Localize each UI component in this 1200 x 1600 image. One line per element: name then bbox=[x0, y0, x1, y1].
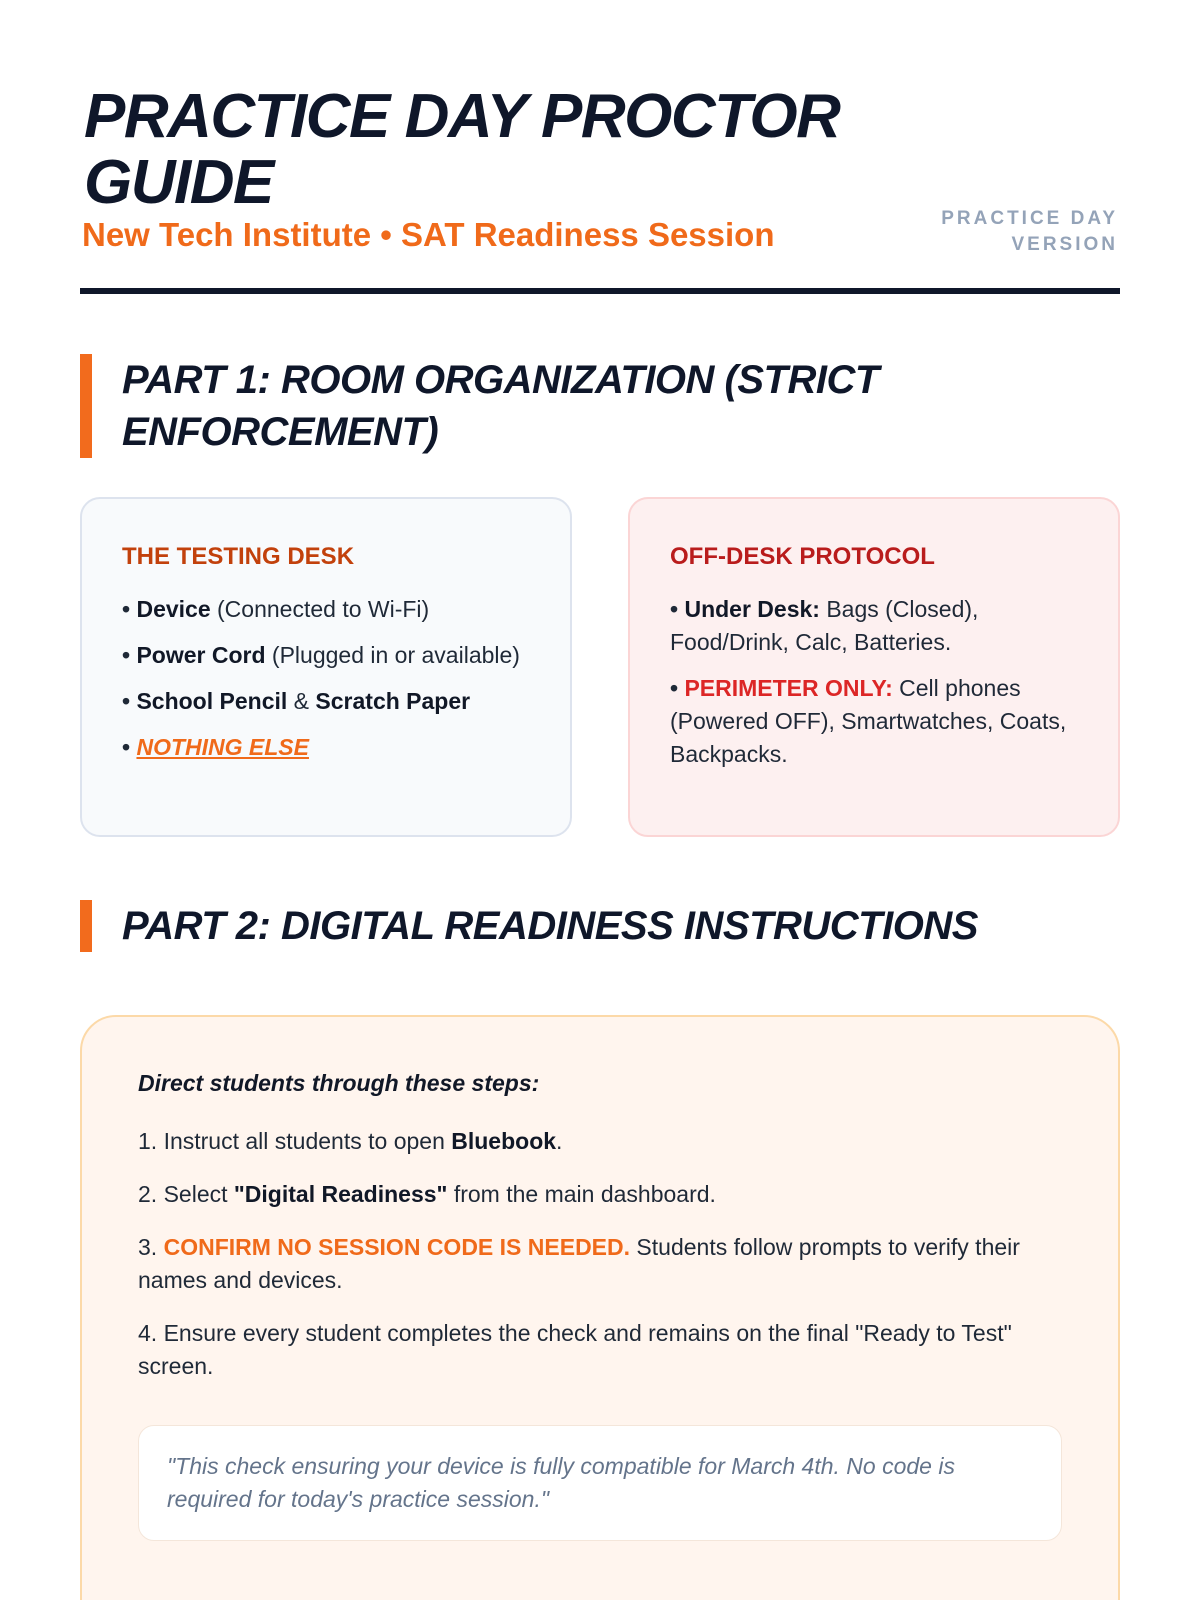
item-text: Bags (Closed), Food/Drink, Calc, Batteries. bbox=[670, 596, 979, 655]
list-item: • Under Desk: Bags (Closed), Food/Drink, Calc, Batteries. bbox=[670, 596, 979, 655]
item-bold: Power Cord bbox=[136, 642, 266, 668]
list-item: • Device (Connected to Wi-Fi) bbox=[122, 596, 430, 622]
item-bold: Device bbox=[136, 596, 211, 622]
item-text: (Plugged in or available) bbox=[265, 642, 520, 668]
part1-heading: PART 1: ROOM ORGANIZATION (STRICT ENFORCEMENT) bbox=[122, 358, 879, 454]
step-text: Select bbox=[157, 1181, 234, 1207]
step-bold: "Digital Readiness" bbox=[233, 1181, 448, 1207]
step-text: from the main dashboard. bbox=[447, 1181, 716, 1207]
steps-intro: Direct students through these steps: bbox=[138, 1070, 540, 1096]
item-bold: Scratch Paper bbox=[315, 688, 471, 714]
item-text: (Connected to Wi-Fi) bbox=[210, 596, 430, 622]
step-number: 3. bbox=[138, 1234, 158, 1260]
step-item bbox=[138, 1125, 1062, 1158]
off-desk-title: OFF-DESK PROTOCOL bbox=[670, 543, 935, 570]
list-item: • Power Cord (Plugged in or available) bbox=[122, 642, 520, 668]
document-header bbox=[80, 80, 1120, 294]
testing-desk-card bbox=[80, 497, 572, 837]
readiness-steps-box bbox=[80, 1015, 1120, 1600]
part1-section-header bbox=[80, 354, 1120, 458]
list-item: • PERIMETER ONLY: Cell phones (Powered OFF), Smartwatches, Coats, Backpacks. bbox=[670, 675, 1067, 767]
step-number: 2. bbox=[138, 1181, 158, 1207]
step-item bbox=[138, 1317, 1062, 1383]
confirm-no-code-warning: CONFIRM NO SESSION CODE IS NEEDED. bbox=[163, 1234, 631, 1260]
step-text: Ensure every student completes the check and remains on the final "Ready to Test" screen. bbox=[138, 1320, 1012, 1379]
item-bold: Under Desk: bbox=[684, 596, 820, 622]
script-quote: "This check ensuring your device is fully compatible for March 4th. No code is required for today's practice session." bbox=[138, 1425, 1062, 1541]
item-text: Cell phones (Powered OFF), Smartwatches, Coats, Backpacks. bbox=[670, 675, 1067, 767]
step-number: 1. bbox=[138, 1128, 158, 1154]
step-text: Instruct all students to open bbox=[157, 1128, 452, 1154]
version-tag: PRACTICE DAY VERSION bbox=[941, 208, 1118, 255]
perimeter-label: PERIMETER ONLY: bbox=[684, 675, 893, 701]
step-text: Students follow prompts to verify their names and devices. bbox=[138, 1234, 1020, 1293]
item-text: & bbox=[287, 688, 316, 714]
step-number: 4. bbox=[138, 1320, 158, 1346]
part2-heading: PART 2: DIGITAL READINESS INSTRUCTIONS bbox=[122, 904, 978, 948]
list-item: • NOTHING ELSE bbox=[122, 734, 309, 760]
page-title: PRACTICE DAY PROCTOR GUIDE bbox=[84, 82, 840, 217]
step-text: . bbox=[556, 1128, 563, 1154]
list-item: • School Pencil & Scratch Paper bbox=[122, 688, 471, 714]
nothing-else-warning: NOTHING ELSE bbox=[136, 734, 309, 760]
off-desk-list bbox=[670, 593, 1078, 771]
off-desk-card bbox=[628, 497, 1120, 837]
testing-desk-list bbox=[122, 593, 530, 764]
testing-desk-title: THE TESTING DESK bbox=[122, 543, 355, 570]
step-item bbox=[138, 1178, 1062, 1211]
step-bold: Bluebook bbox=[451, 1128, 557, 1154]
part2-section-header bbox=[80, 900, 1120, 952]
page-subtitle: New Tech Institute • SAT Readiness Session bbox=[82, 216, 775, 253]
step-item bbox=[138, 1231, 1062, 1297]
item-bold: School Pencil bbox=[136, 688, 288, 714]
